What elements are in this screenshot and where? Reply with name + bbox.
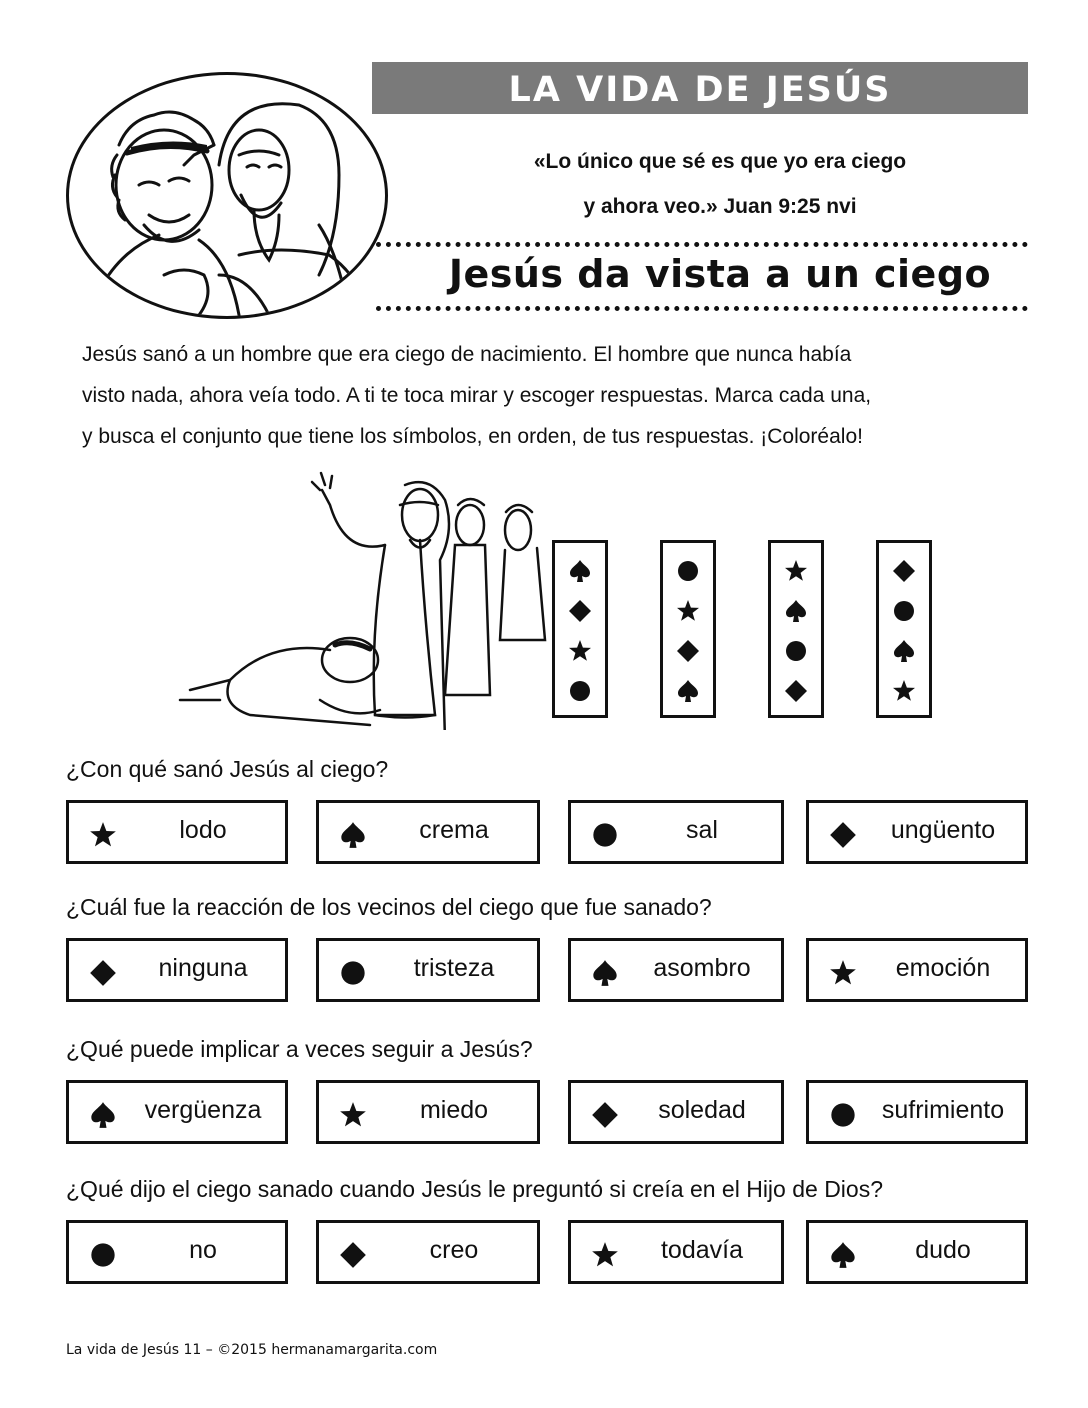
bible-verse-line-2: y ahora veo.» Juan 9:25 nvi bbox=[583, 195, 857, 218]
dotted-divider-bottom bbox=[376, 306, 1028, 311]
star-icon bbox=[568, 639, 592, 663]
star-icon bbox=[339, 1101, 367, 1129]
answer-option[interactable] bbox=[66, 1080, 288, 1144]
star-icon bbox=[89, 821, 117, 849]
star-icon bbox=[676, 599, 700, 623]
star-icon bbox=[829, 959, 857, 987]
jesus-healing-eyes-illustration bbox=[69, 75, 385, 316]
diamond-icon bbox=[829, 821, 857, 849]
symbol-slot bbox=[771, 639, 821, 663]
answer-symbol bbox=[89, 821, 117, 849]
symbol-slot bbox=[771, 559, 821, 583]
symbol-slot bbox=[555, 599, 605, 623]
answer-option[interactable] bbox=[316, 1220, 540, 1284]
symbol-slot bbox=[663, 599, 713, 623]
answer-label: lodo bbox=[179, 816, 227, 844]
answer-option[interactable] bbox=[568, 800, 784, 864]
question-4: ¿Qué dijo el ciego sanado cuando Jesús le preguntó si creía en el Hijo de Dios? bbox=[66, 1176, 883, 1202]
star-icon bbox=[784, 559, 808, 583]
diamond-icon bbox=[568, 599, 592, 623]
answer-label: ungüento bbox=[890, 816, 996, 844]
symbol-slot bbox=[663, 639, 713, 663]
answer-label: emoción bbox=[895, 954, 991, 982]
spade-icon bbox=[676, 679, 700, 703]
diamond-icon bbox=[591, 1101, 619, 1129]
symbol-set-1[interactable] bbox=[552, 540, 608, 718]
spade-icon bbox=[892, 639, 916, 663]
answer-symbol bbox=[339, 959, 367, 987]
spade-icon bbox=[89, 1101, 117, 1129]
scene-illustration bbox=[170, 470, 560, 730]
spade-icon bbox=[784, 599, 808, 623]
answer-label: todavía bbox=[660, 1236, 743, 1264]
answer-option[interactable] bbox=[316, 938, 540, 1002]
answer-label: dudo bbox=[915, 1236, 971, 1264]
answer-symbol bbox=[89, 959, 117, 987]
circle-icon bbox=[591, 821, 619, 849]
spade-icon bbox=[591, 959, 619, 987]
answer-label: no bbox=[189, 1236, 217, 1264]
answer-label: sufrimiento bbox=[881, 1096, 1005, 1124]
answer-option[interactable] bbox=[66, 800, 288, 864]
answer-label: soledad bbox=[658, 1096, 746, 1124]
circle-icon bbox=[89, 1241, 117, 1269]
header-illustration bbox=[66, 72, 388, 319]
symbol-set-4[interactable] bbox=[876, 540, 932, 718]
symbol-set-3[interactable] bbox=[768, 540, 824, 718]
man-kneeling-before-jesus-illustration bbox=[170, 470, 560, 730]
dotted-divider-top bbox=[376, 242, 1028, 247]
answer-option[interactable] bbox=[316, 800, 540, 864]
answer-symbol bbox=[591, 1241, 619, 1269]
circle-icon bbox=[892, 599, 916, 623]
spade-icon bbox=[829, 1241, 857, 1269]
answer-option[interactable] bbox=[316, 1080, 540, 1144]
question-2: ¿Cuál fue la reacción de los vecinos del ciego que fue sanado? bbox=[66, 894, 712, 920]
answer-option[interactable] bbox=[568, 1220, 784, 1284]
symbol-slot bbox=[663, 559, 713, 583]
star-icon bbox=[892, 679, 916, 703]
symbol-slot bbox=[555, 679, 605, 703]
answer-option[interactable] bbox=[806, 1080, 1028, 1144]
answer-option[interactable] bbox=[66, 938, 288, 1002]
diamond-icon bbox=[89, 959, 117, 987]
question-3: ¿Qué puede implicar a veces seguir a Jesús? bbox=[66, 1036, 533, 1062]
answer-option[interactable] bbox=[66, 1220, 288, 1284]
answer-option[interactable] bbox=[806, 800, 1028, 864]
diamond-icon bbox=[784, 679, 808, 703]
symbol-slot bbox=[771, 679, 821, 703]
answer-symbol bbox=[829, 1241, 857, 1269]
answer-symbol bbox=[89, 1241, 117, 1269]
spade-icon bbox=[568, 559, 592, 583]
answer-option[interactable] bbox=[806, 1220, 1028, 1284]
answer-option[interactable] bbox=[806, 938, 1028, 1002]
circle-icon bbox=[339, 959, 367, 987]
answer-option[interactable] bbox=[568, 1080, 784, 1144]
symbol-slot bbox=[771, 599, 821, 623]
diamond-icon bbox=[339, 1241, 367, 1269]
answer-label: miedo bbox=[419, 1096, 489, 1124]
star-icon bbox=[591, 1241, 619, 1269]
symbol-set-2[interactable] bbox=[660, 540, 716, 718]
bible-verse-line-1: «Lo único que sé es que yo era ciego bbox=[533, 150, 907, 173]
answer-symbol bbox=[89, 1101, 117, 1129]
symbol-slot bbox=[555, 639, 605, 663]
answer-symbol bbox=[829, 821, 857, 849]
answer-label: asombro bbox=[653, 954, 751, 982]
circle-icon bbox=[676, 559, 700, 583]
answer-symbol bbox=[829, 1101, 857, 1129]
answer-option[interactable] bbox=[568, 938, 784, 1002]
circle-icon bbox=[568, 679, 592, 703]
intro-line-1: Jesús sanó a un hombre que era ciego de nacimiento. El hombre que nunca había bbox=[82, 343, 852, 366]
answer-symbol bbox=[591, 959, 619, 987]
answer-label: tristeza bbox=[413, 954, 495, 982]
answer-label: ninguna bbox=[158, 954, 248, 982]
answer-symbol bbox=[829, 959, 857, 987]
symbol-slot bbox=[879, 559, 929, 583]
question-1: ¿Con qué sanó Jesús al ciego? bbox=[66, 756, 389, 782]
answer-symbol bbox=[339, 821, 367, 849]
answer-symbol bbox=[591, 1101, 619, 1129]
symbol-slot bbox=[879, 679, 929, 703]
footer-credit: La vida de Jesús 11 – ©2015 hermanamargarita.com bbox=[66, 1342, 438, 1358]
spade-icon bbox=[339, 821, 367, 849]
lesson-title: Jesús da vista a un ciego bbox=[448, 252, 992, 296]
answer-label: sal bbox=[686, 816, 718, 844]
intro-line-2: visto nada, ahora veía todo. A ti te toca mirar y escoger respuestas. Marca cada una, bbox=[82, 384, 872, 407]
series-title: LA VIDA DE JESÚS bbox=[508, 70, 892, 110]
symbol-slot bbox=[663, 679, 713, 703]
diamond-icon bbox=[892, 559, 916, 583]
symbol-slot bbox=[555, 559, 605, 583]
circle-icon bbox=[829, 1101, 857, 1129]
intro-line-3: y busca el conjunto que tiene los símbolos, en orden, de tus respuestas. ¡Coloréalo! bbox=[82, 425, 863, 448]
answer-symbol bbox=[339, 1101, 367, 1129]
answer-label: crema bbox=[419, 816, 489, 844]
symbol-slot bbox=[879, 639, 929, 663]
answer-symbol bbox=[339, 1241, 367, 1269]
circle-icon bbox=[784, 639, 808, 663]
answer-label: creo bbox=[429, 1236, 479, 1264]
symbol-slot bbox=[879, 599, 929, 623]
answer-symbol bbox=[591, 821, 619, 849]
diamond-icon bbox=[676, 639, 700, 663]
answer-label: vergüenza bbox=[144, 1096, 262, 1124]
